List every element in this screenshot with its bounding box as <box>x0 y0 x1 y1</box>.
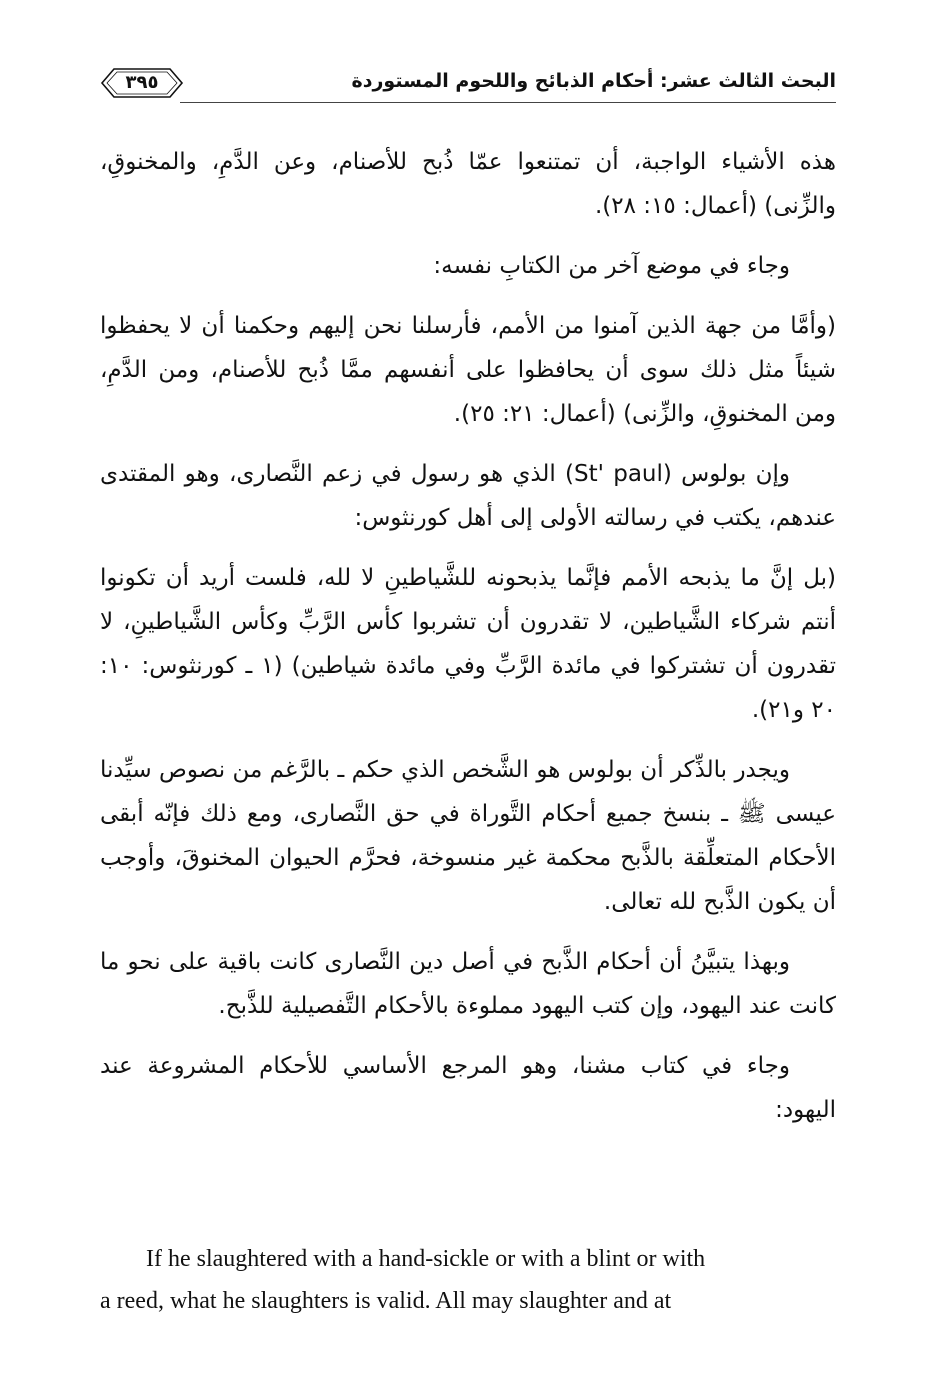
page-number: ٣٩٥ <box>125 72 159 93</box>
paragraph-8: وجاء في كتاب مشنا، وهو المرجع الأساسي للأحكام المشروعة عند اليهود: <box>100 1053 836 1123</box>
paragraph-5: (بل إنَّ ما يذبحه الأمم فإنَّما يذبحونه للشَّياطينِ لا لله، فلست أريد أن تكونوا أنتم شركاء الشَّياطين، لا تقدرون أن تشربوا كأس الرَّبِّ وكأس الشَّياطينِ، لا تقدرون أن تشتركوا في مائدة الرَّبِّ وفي مائدة شياطين) (١ ـ كورنثوس: ١٠: ٢٠ و٢١). <box>100 565 836 723</box>
english-quote-line-2: a reed, what he slaughters is valid. All may slaughter and at <box>100 1288 672 1314</box>
english-quote-line-1: If he slaughtered with a hand-sickle or with a blint or with <box>146 1246 706 1272</box>
paragraph-6: ويجدر بالذِّكر أن بولوس هو الشَّخص الذي حكم ـ بالرَّغم من نصوص سيِّدنا عيسى ﷺ ـ بنسخ جميع أحكام التَّوراة في حق النَّصارى، ومع ذلك فإنّه أبقى الأحكام المتعلِّقة بالذَّبح محكمة غير منسوخة، فحرَّم الحيوان المخنوقَ، وأوجب أن يكون الذَّبح لله تعالى. <box>100 757 836 915</box>
page-number-badge <box>100 66 184 100</box>
running-header <box>100 60 836 110</box>
paragraph-7: وبهذا يتبيَّنُ أن أحكام الذَّبح في أصل دين النَّصارى كانت باقية على نحو ما كانت عند اليهود، وإن كتب اليهود مملوءة بالأحكام التَّفصيلية للذَّبح. <box>100 949 836 1019</box>
paragraph-2: وجاء في موضع آخر من الكتابِ نفسه: <box>433 253 790 279</box>
paragraph-1: هذه الأشياء الواجبة، أن تمتنعوا عمّا ذُبح للأصنام، وعن الدَّمِ، والمخنوقِ، والزِّنى) (أعمال: ١٥: ٢٨). <box>100 149 836 219</box>
english-quote <box>100 1238 836 1322</box>
paragraph-4: وإن بولوس (St' paul) الذي هو رسول في زعم النَّصارى، وهو المقتدى عندهم، يكتب في رسالته الأولى إلى أهل كورنثوس: <box>100 461 836 531</box>
body-text <box>100 140 836 1148</box>
paragraph-3: (وأمَّا من جهة الذين آمنوا من الأمم، فأرسلنا نحن إليهم وحكمنا أن لا يحفظوا شيئاً مثل ذلك سوى أن يحافظوا على أنفسهم ممَّا ذُبح للأصنام، ومن الدَّمِ، ومن المخنوقِ، والزِّنى) (أعمال: ٢١: ٢٥). <box>100 313 836 427</box>
header-divider <box>180 102 836 103</box>
header-title: البحث الثالث عشر: أحكام الذبائح واللحوم المستوردة <box>351 70 836 92</box>
